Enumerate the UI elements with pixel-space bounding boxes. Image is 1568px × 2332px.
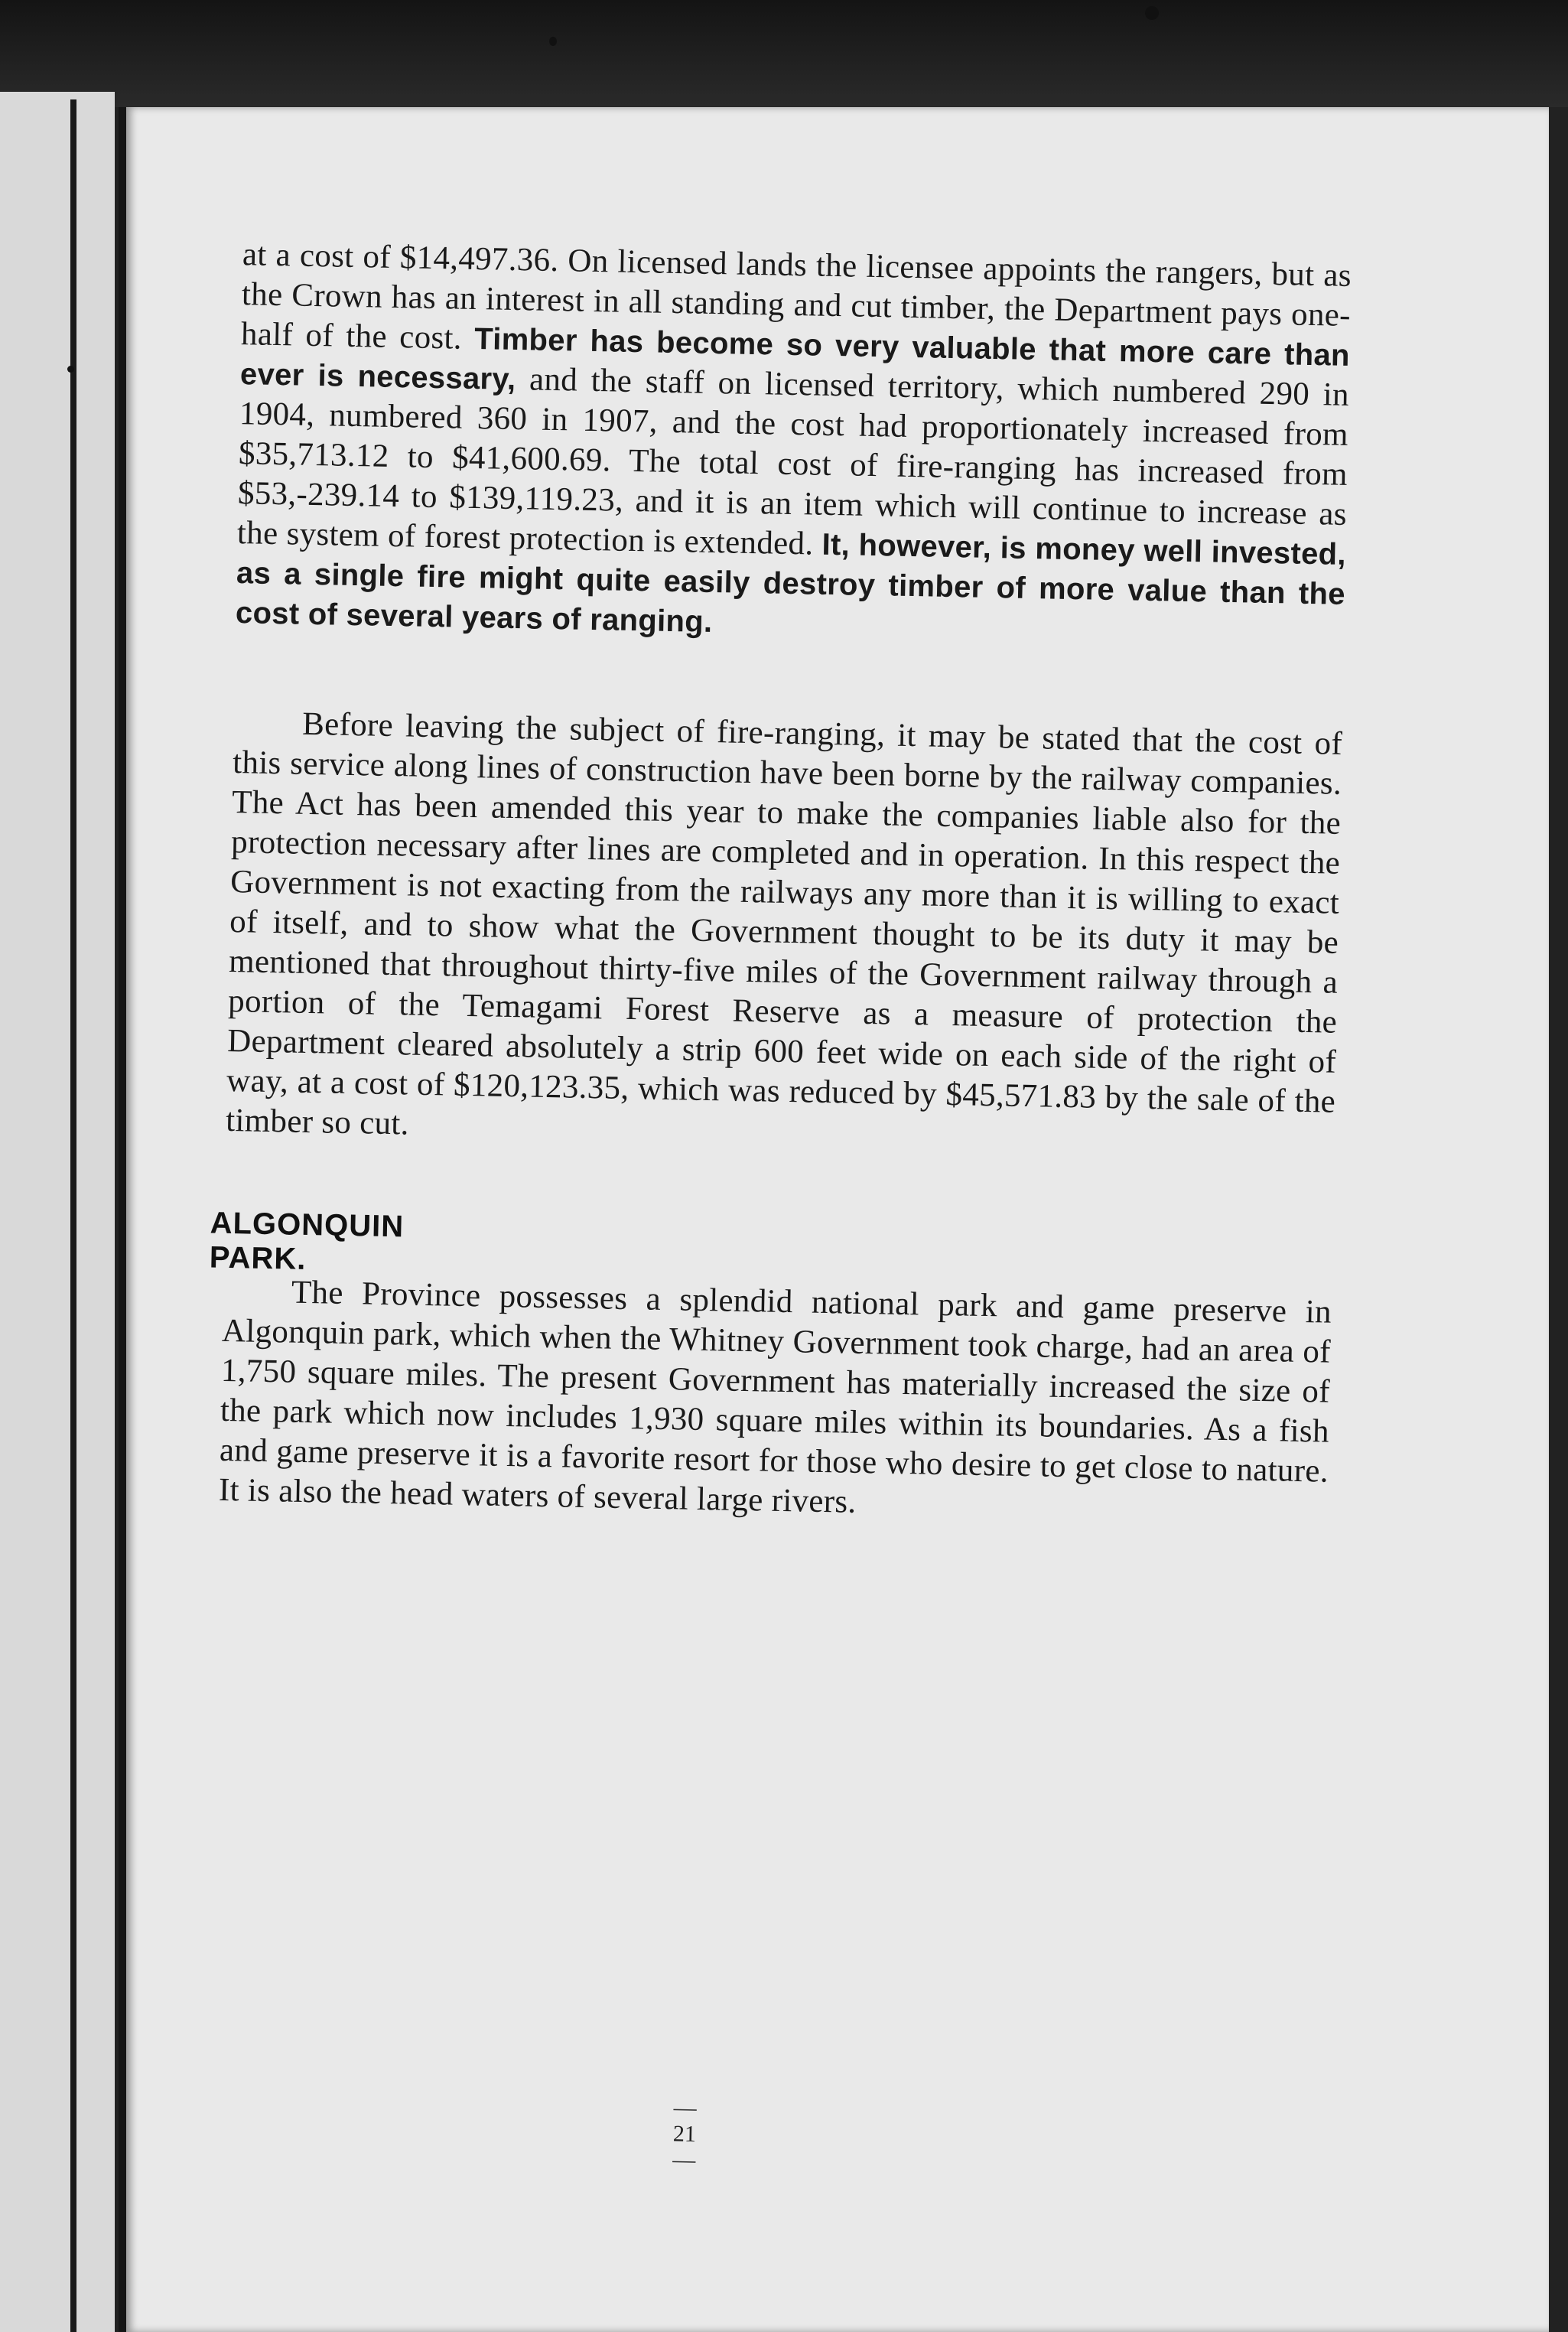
- paragraph-text: The Province possesses a splendid national park and game preserve in Algonquin park, which when the Whitney Government took charge, had an area of 1,750 square miles. The present Government has materially increased the size of the park which now includes 1,930 square miles within its boundaries. As a fish and game preserve it is a favorite resort for those who desire to get close to nature. It is also the head waters of several large rivers.: [218, 1274, 1332, 1520]
- bold-emphasis-text: Timber has become so very valuable that more care than ever is necessary,: [239, 321, 1351, 397]
- bold-emphasis-text: It, however, is money well invested, as a single fire might quite easily destroy timber of more value than the cost of several years of ranging.: [235, 527, 1347, 640]
- page-number: —21—: [672, 2095, 697, 2173]
- left-margin-strip: [0, 92, 115, 2332]
- top-scan-shadow: [0, 0, 1568, 107]
- paragraph-fire-ranging-costs: [236, 235, 1352, 654]
- paragraph-algonquin-park: [219, 1272, 1332, 1532]
- paragraph-text: Before leaving the subject of fire-ranging, it may be stated that the cost of this service along lines of construction have been borne by the railway companies. The Act has been amended this year to make the companies liable also for the protection necessary after lines are completed and in operation. In this respect the Government is not exacting from the railways any more than it is willing to exact of itself, and to show what the Government thought to be its duty it may be mentioned that throughout thirty-five miles of the Government railway through a portion of the Temagami Forest Reserve as a measure of protection the Department cleared absolutely a strip 600 feet wide on each side of the right of way, at a cost of $120,123.35, which was reduced by $45,571.83 by the sale of the timber so cut.: [225, 705, 1343, 1142]
- dust-speck: [549, 37, 557, 46]
- dust-speck: [67, 366, 74, 373]
- binding-edge: [70, 99, 76, 2332]
- paragraph-text: and the staff on licensed territory, which numbered 290 in 1904, numbered 360 in 1907, and the cost had proportionately increased from $35,713.12 to $41,600.69. The total cost of fire-ranging has increased from $53,-239.14 to $139,119.23, and it is an item which will continue to increase as the system of forest protection is extended.: [236, 361, 1350, 562]
- paragraph-text: at a cost of $14,497.36. On licensed lands the licensee appoints the rangers, but as the Crown has an interest in all standing and cut timber, the Department pays one-half of the cost.: [240, 236, 1352, 357]
- paragraph-railway-protection: [226, 703, 1343, 1162]
- document-page: [119, 107, 1549, 2332]
- section-heading: ALGONQUIN PARK.: [209, 1206, 405, 1276]
- dust-speck: [1145, 6, 1159, 20]
